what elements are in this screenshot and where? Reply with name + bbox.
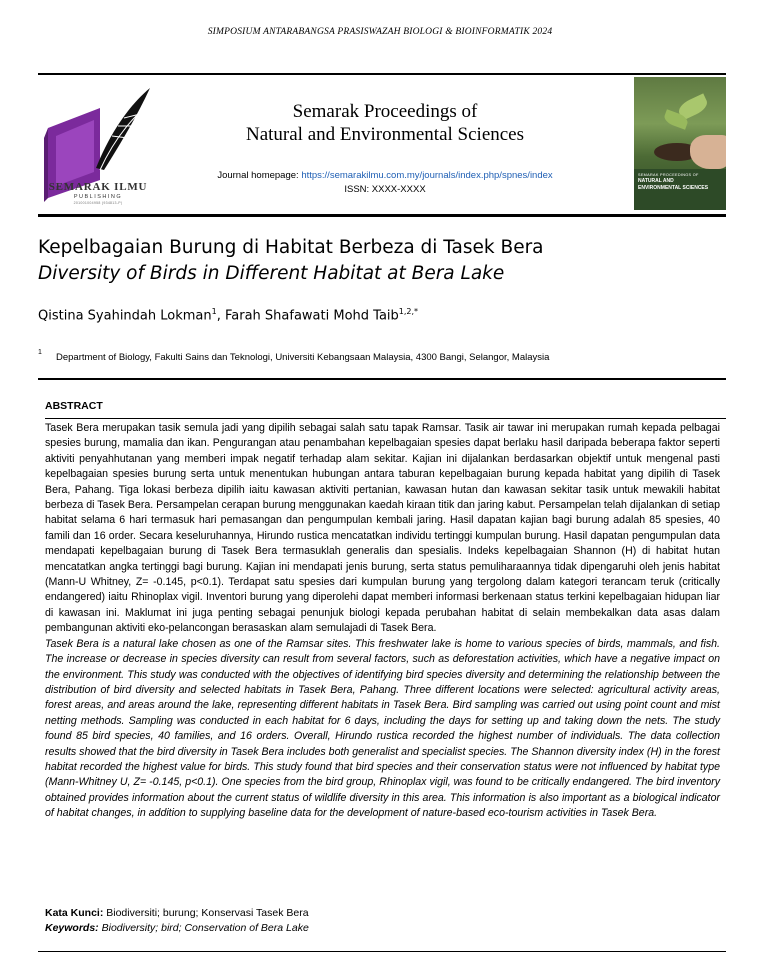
paper-title-english: Diversity of Birds in Different Habitat at Bera Lake bbox=[38, 263, 505, 284]
journal-title bbox=[200, 100, 570, 146]
journal-cover-image bbox=[634, 77, 726, 210]
cover-big-text-2: ENVIRONMENTAL SCIENCES bbox=[638, 184, 709, 191]
journal-issn: ISSN: XXXX-XXXX bbox=[344, 184, 426, 195]
header-rule-bottom bbox=[38, 214, 726, 217]
abstract-heading-rule bbox=[45, 418, 726, 419]
paper-title-malay: Kepelbagaian Burung di Habitat Berbeza di Tasek Bera bbox=[38, 237, 544, 258]
cover-text bbox=[638, 172, 724, 191]
running-header: SIMPOSIUM ANTARABANGSA PRASISWAZAH BIOLOGI & BIOINFORMATIK 2024 bbox=[207, 27, 553, 37]
abstract-body bbox=[45, 421, 720, 822]
homepage-label: Journal homepage: bbox=[217, 170, 302, 181]
keywords-rule bbox=[38, 951, 726, 952]
keywords-malay-text: Biodiversiti; burung; Konservasi Tasek Bera bbox=[103, 907, 309, 919]
cover-small-text: SEMARAK PROCEEDINGS OF bbox=[638, 173, 699, 177]
author-name: Farah Shafawati Mohd Taib bbox=[224, 308, 399, 324]
keywords-malay bbox=[45, 907, 309, 919]
keywords-english-label: Keywords: bbox=[45, 922, 99, 934]
publisher-reg: 201001004958 (934813-P) bbox=[73, 201, 123, 205]
journal-title-line1: Semarak Proceedings of bbox=[292, 101, 478, 122]
hand-shape bbox=[690, 135, 726, 169]
affiliation: Department of Biology, Fakulti Sains dan Teknologi, Universiti Kebangsaan Malaysia, 4300 Bangi, Selangor, Malaysia bbox=[56, 352, 550, 363]
author-list bbox=[38, 307, 418, 323]
journal-title-line2: Natural and Environmental Sciences bbox=[245, 124, 525, 145]
publisher-name: SEMARAK ILMU bbox=[48, 181, 148, 193]
keywords-malay-label: Kata Kunci: bbox=[45, 907, 104, 919]
author-name: Qistina Syahindah Lokman bbox=[38, 308, 212, 324]
publisher-sub: PUBLISHING bbox=[73, 194, 123, 200]
header-rule-top bbox=[38, 73, 726, 75]
cover-big-text-1: NATURAL AND bbox=[638, 178, 674, 184]
keywords-english-text: Biodiversity; bird; Conservation of Bera Lake bbox=[98, 922, 309, 934]
abstract-malay: Tasek Bera merupakan tasik semula jadi yang dipilih sebagai salah satu tapak Ramsar. Tasik air tawar ini merupakan rumah kepada pelbagai spesies burung, mamalia dan ikan. Pengurangan atau penambahan kepelbagaian spesies dapat berlaku hasil daripada beberapa faktor seperti aktiviti penyahhutanan yang memberi impak negatif terhadap alam sekitar. Kajian ini dijalankan berdasarkan objektif untuk mengenal pasti kepelbagaian spesies burung serta untuk menentukan hubungan antara taburan kepelbagaian burung kepada habitat yang dipilih di Tasek Bera, Pahang. Tiga lokasi berbeza dipilih iaitu kawasan aktiviti pertanian, kawasan hutan dan kawasan sekitar tasik untuk mewakili habitat berbeza di Tasek Bera. Persampelan cerapan burung menggunakan kaedah kiraan titik dan jaring kabut. Persampelan telah dijalankan di setiap habitat selama 6 hari termasuk hari pemasangan dan pengumpulan kembali jaring. Hasil dapatan kajian bagi burung adalah 85 spesies, 40 famili dan 16 order. Secara keseluruhannya, Hirundo rustica mencatatkan individu tertinggi kumpulan burung. Hasil dapatan pengumpulan data mendapati kepelbagaian burung di Tasek Bera termasuklah generalis dan spesialis. Indeks kepelbagaian Shannon (H) di habitat hutan mencatatkan angka tertinggi bagi burung. Kajian ini mendapati jenis burung, serta status pemuliharaannya tidak dipengaruhi oleh jenis habitat (Mann-U Whitney, Z= -0.145, p<0.1). Terdapat satu spesies dari kumpulan burung yang tergolong dalam kategori terancam teruk (critically endangered) iaitu Rhinoplax vigil. Inventori burung yang diperolehi dapat memberi informasi berkenaan status terkini kepelbagaian hidupan liar di kawasan ini. Maklumat ini juga penting sebagai penunjuk biologi kepada perubahan habitat di selain membekalkan data asas dalam pembangunan aktiviti eko-pelancongan berasaskan alam semulajadi di Tasek Bera. bbox=[45, 422, 720, 635]
homepage-link[interactable]: https://semarakilmu.com.my/journals/index.php/spnes/index bbox=[301, 170, 553, 181]
author-affil-sup: 1,2,* bbox=[398, 307, 419, 316]
journal-homepage bbox=[190, 170, 580, 181]
abstract-rule-top bbox=[38, 378, 726, 380]
author-separator: , bbox=[216, 308, 225, 324]
abstract-heading: ABSTRACT bbox=[45, 400, 103, 412]
keywords-english bbox=[45, 922, 309, 934]
abstract-english: Tasek Bera is a natural lake chosen as one of the Ramsar sites. This freshwater lake is home to various species of birds, mammals, and fish. The increase or decrease in species diversity can result from several factors, such as deforestation activities, which have a negative impact on the environment. This study was conducted with the objectives of identifying bird species diversity and determining the relationship between the distribution of bird diversity and selected habitats in Tasek Bera, Pahang. Three different locations were selected: agricultural activity areas, forest areas, and areas around the lake, representing different habitats in Tasek Bera. Bird sampling was carried out using point count and mist netting methods. Sampling was conducted in each habitat for 6 days, including the days for setting up and taking down the nets. The study found 85 bird species, 40 families, and 16 orders. Overall, Hirundo rustica recorded the highest number of individuals. The data collection results showed that the bird diversity in Tasek Bera includes both generalist and specialist species. The Shannon diversity index (H) in the forest habitat recorded the highest value for birds. This study found that bird species and their conservation status were not influenced by habitat type (Mann-Whitney U, Z= -0.145, p<0.1). One species from the bird group, Rhinoplax vigil, was found to be critically endangered. The bird inventory obtained provides information about the current status of wildlife diversity in this area. This information is also important as a biological indicator of habitat changes, in addition to supplying baseline data for the development of nature-based eco-tourism activities in Tasek Bera. bbox=[45, 637, 720, 820]
author-affil-sup: 1 bbox=[211, 307, 217, 316]
affiliation-number: 1 bbox=[38, 349, 42, 356]
